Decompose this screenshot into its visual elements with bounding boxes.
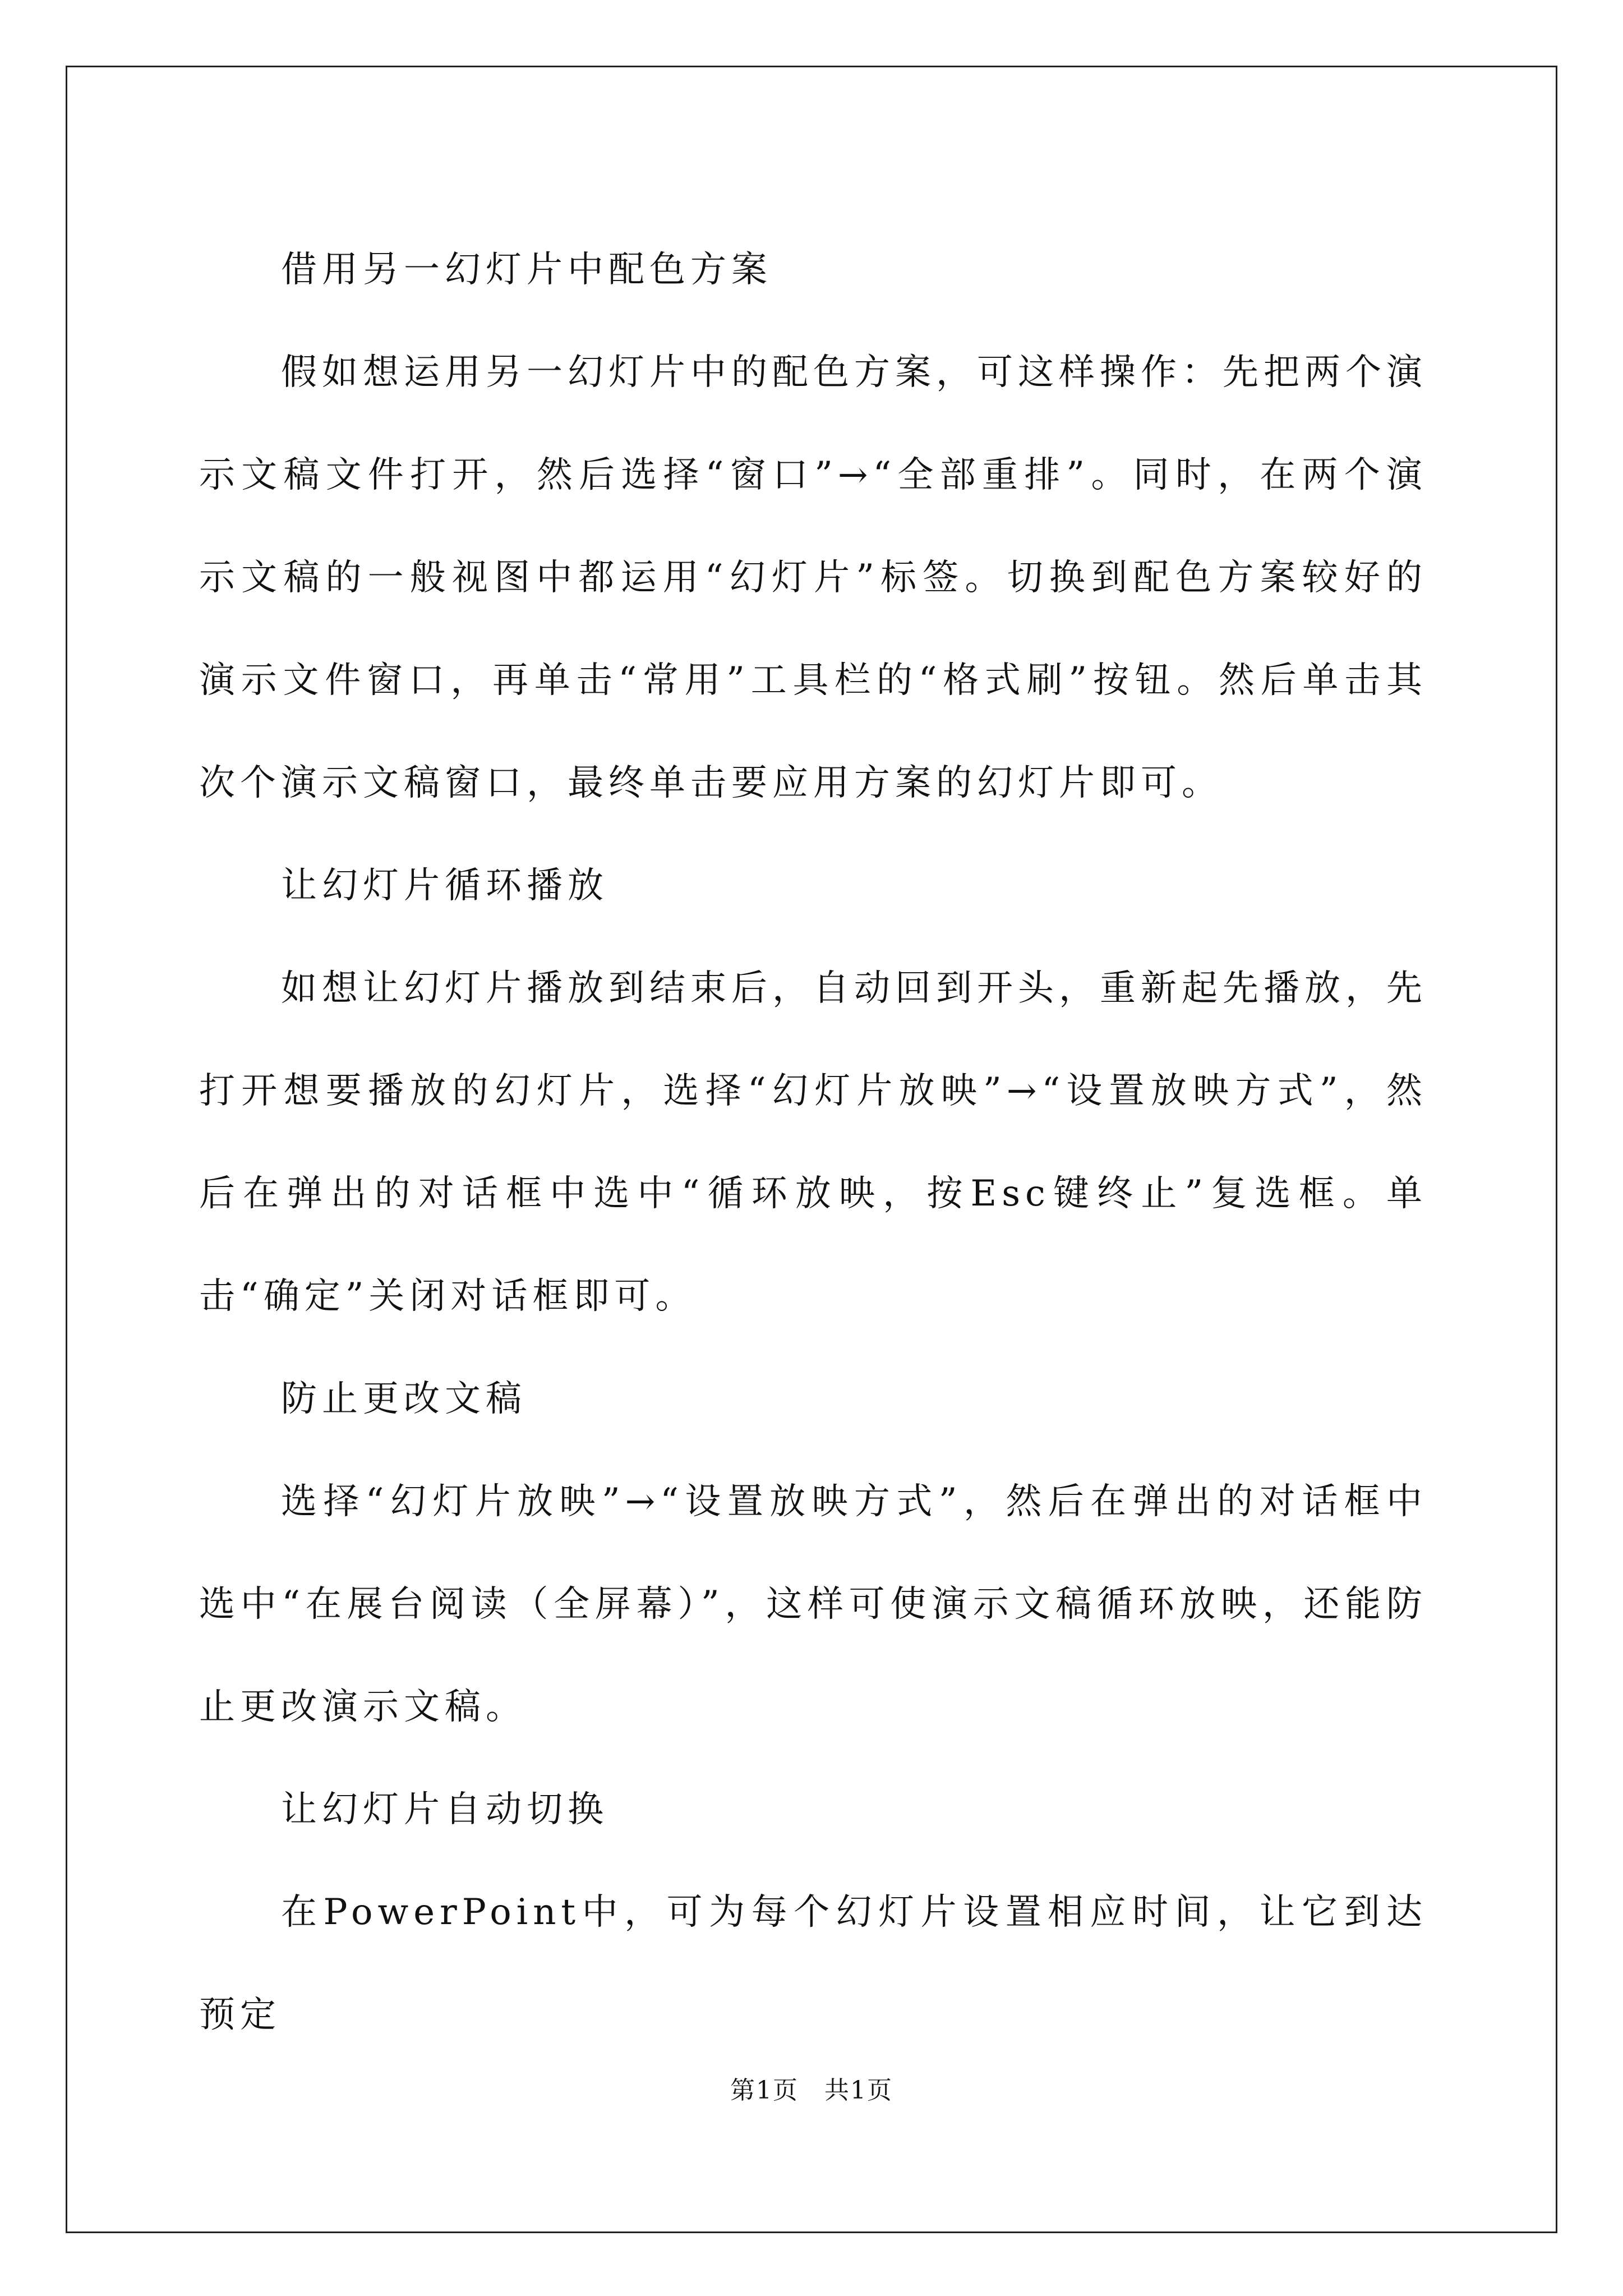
document-body: [199, 219, 1427, 2067]
paragraph-loop-slides: 如想让幻灯片播放到结束后，自动回到开头，重新起先播放，先打开想要播放的幻灯片，选择“幻灯片放映”→“设置放映方式”，然后在弹出的对话框中选中“循环放映，按Esc键终止”复选框。单击“确定”关闭对话框即可。: [199, 968, 1427, 1317]
section-heading-loop-slides: 让幻灯片循环播放: [281, 865, 608, 907]
page-footer: 第1页 共1页: [730, 2076, 893, 2105]
section-heading-prevent-changes: 防止更改文稿: [281, 1378, 527, 1420]
section-heading-borrow-color-scheme: 借用另一幻灯片中配色方案: [281, 249, 772, 291]
section-heading-auto-advance: 让幻灯片自动切换: [281, 1789, 608, 1830]
paragraph-auto-advance: 在PowerPoint中，可为每个幻灯片设置相应时间，让它到达预定: [199, 1892, 1427, 2036]
paragraph-prevent-changes: 选择“幻灯片放映”→“设置放映方式”，然后在弹出的对话框中选中“在展台阅读（全屏幕）”，这样可使演示文稿循环放映，还能防止更改演示文稿。: [199, 1481, 1427, 1728]
paragraph-borrow-color-scheme: 假如想运用另一幻灯片中的配色方案，可这样操作：先把两个演示文稿文件打开，然后选择“窗口”→“全部重排”。同时，在两个演示文稿的一般视图中都运用“幻灯片”标签。切换到配色方案较好的演示文件窗口，再单击“常用”工具栏的“格式刷”按钮。然后单击其次个演示文稿窗口，最终单击要应用方案的幻灯片即可。: [199, 352, 1427, 804]
